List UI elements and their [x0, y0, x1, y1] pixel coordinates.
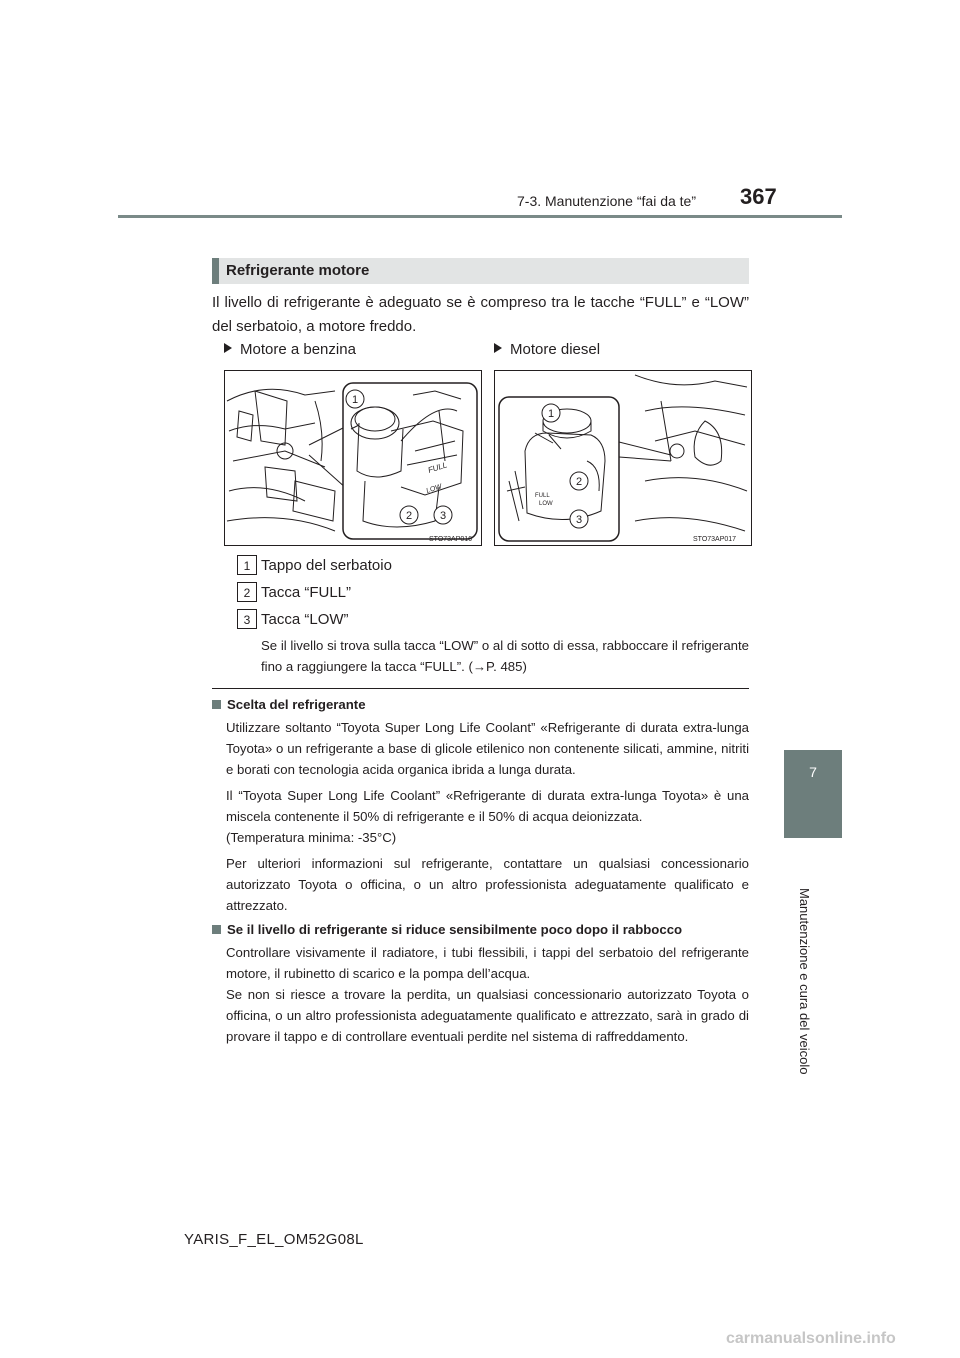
chapter-number: 7	[809, 764, 817, 780]
legend-text: Tacca “LOW”	[261, 611, 349, 628]
figure-right-title-text: Motore diesel	[510, 341, 601, 358]
bullet-title-text: Scelta del refrigerante	[227, 697, 366, 712]
figure-left-title-text: Motore a benzina	[240, 341, 356, 358]
callout-1-diesel: 1	[547, 408, 555, 420]
figure-right-title	[494, 341, 600, 358]
bullet-title-text: Se il livello di refrigerante si riduce sensibilmente poco dopo il rabbocco	[227, 922, 683, 937]
label-full: FULL	[426, 460, 449, 475]
callout-2-diesel: 2	[575, 476, 583, 488]
triangle-bullet-icon	[224, 343, 232, 353]
bullet-paragraph: Per ulteriori informazioni sul refrigerante, contattare un qualsiasi concessionario autorizzato Toyota o officina, o un altro professionista adeguatamente qualificato e attrezzato.	[226, 856, 749, 913]
page-number: 367	[740, 184, 777, 209]
callout-2: 2	[405, 510, 413, 522]
divider	[212, 688, 749, 689]
square-bullet-icon	[212, 700, 221, 709]
figure-diesel-engine	[494, 370, 752, 546]
watermark: carmanualsonline.info	[726, 1330, 896, 1347]
footer-doc-code: YARIS_F_EL_OM52G08L	[184, 1231, 364, 1248]
bullet-paragraph: Il “Toyota Super Long Life Coolant” «Refrigerante di durata extra-lunga Toyota» è una miscela contenente il 50% di refrigerante e il 50% di acqua deionizzata.	[226, 788, 749, 824]
legend-callout: 1	[237, 555, 257, 575]
label-low-diesel: LOW	[539, 501, 553, 507]
section-intro: Il livello di refrigerante è adeguato se è compreso tra le tacche “FULL” e “LOW” del serbatoio, a motore freddo.	[212, 294, 749, 335]
callout-3-diesel: 3	[575, 514, 583, 526]
diesel-engine-illustration	[495, 371, 751, 545]
callout-3: 3	[439, 510, 447, 522]
figure-left-code: STO73AP016	[429, 536, 473, 543]
section-title-marker	[212, 258, 219, 284]
callout-1: 1	[351, 394, 359, 406]
figure-petrol-engine	[224, 370, 482, 546]
bullet-paragraph: Utilizzare soltanto “Toyota Super Long Life Coolant” «Refrigerante di durata extra-lunga Toyota» o un refrigerante a base di glicole etilenico non contenente silicati, ammine, nitriti e borati con tecnologia acida organica ibrida a lunga durata.	[226, 720, 749, 777]
square-bullet-icon	[212, 925, 221, 934]
bullet-paragraph: (Temperatura minima: -35°C)	[226, 830, 397, 845]
triangle-bullet-icon	[494, 343, 502, 353]
bullet-paragraph: Se non si riesce a trovare la perdita, un qualsiasi concessionario autorizzato Toyota o officina, o un altro professionista adeguatamente qualificato e attrezzato, sarà in grado di provare il tappo e di controllare eventuali perdite nel sistema di raffreddamento.	[226, 987, 749, 1044]
petrol-engine-illustration	[225, 371, 481, 545]
bullet-paragraph: Controllare visivamente il radiatore, i tubi flessibili, i tappi del serbatoio del refrigerante motore, il rubinetto di scarico e la pompa dell’acqua.	[226, 945, 749, 981]
legend-callout: 3	[237, 609, 257, 629]
header-section-title: 7-3. Manutenzione “fai da te”	[517, 193, 696, 209]
legend-callout: 2	[237, 582, 257, 602]
bullet-title	[212, 922, 682, 937]
header-rule	[118, 215, 842, 218]
bullet-title	[212, 697, 366, 712]
label-full-diesel: FULL	[535, 493, 550, 499]
figure-right-code: STO73AP017	[693, 536, 737, 543]
label-low: LOW	[425, 483, 443, 495]
figure-left-title	[224, 341, 356, 358]
note-text: Se il livello si trova sulla tacca “LOW” o al di sotto di essa, rabboccare il refrigerante fino a raggiungere la tacca “FULL”. (→P. 485)	[261, 638, 749, 674]
chapter-title: Manutenzione e cura del veicolo	[797, 888, 812, 1075]
legend-text: Tappo del serbatoio	[261, 557, 392, 574]
legend-text: Tacca “FULL”	[261, 584, 352, 601]
section-title: Refrigerante motore	[226, 262, 370, 279]
